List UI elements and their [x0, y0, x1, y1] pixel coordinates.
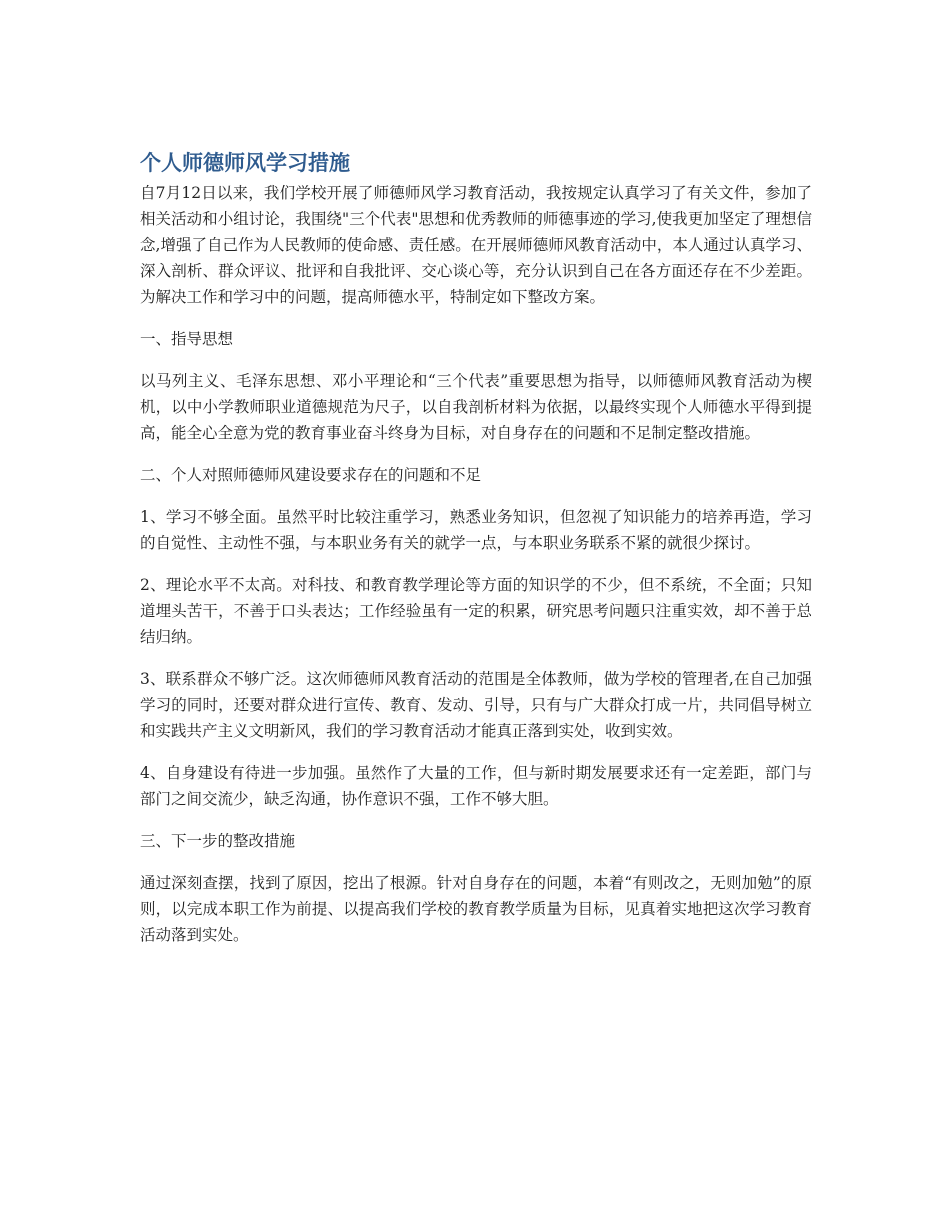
section-heading-measures: 三、下一步的整改措施: [140, 832, 296, 850]
document-title: 个人师德师风学习措施: [140, 151, 350, 175]
spacer: [140, 446, 812, 462]
spacer: [140, 650, 812, 666]
spacer: [140, 854, 812, 870]
spacer: [140, 744, 812, 760]
problem-item-1: 1、学习不够全面。虽然平时比较注重学习，熟悉业务知识，但忽视了知识能力的培养再造，学习的自觉性、主动性不强，与本职业务有关的就学一点，与本职业务联系不紧的就很少探讨。: [140, 508, 812, 552]
section-paragraph-guiding-thought: 以马列主义、毛泽东思想、邓小平理论和“三个代表”重要思想为指导，以师德师风教育活动为楔机，以中小学教师职业道德规范为尺子，以自我剖析材料为依据，以最终实现个人师德水平得到提高，能全心全意为党的教育事业奋斗终身为目标，对自身存在的问题和不足制定整改措施。: [140, 372, 812, 442]
section-heading-guiding-thought: 一、指导思想: [140, 330, 234, 348]
spacer: [140, 310, 812, 326]
document-page: [140, 148, 812, 948]
spacer: [140, 352, 812, 368]
spacer: [140, 812, 812, 828]
section-heading-problems: 二、个人对照师德师风建设要求存在的问题和不足: [140, 466, 482, 484]
problem-item-4: 4、自身建设有待进一步加强。虽然作了大量的工作，但与新时期发展要求还有一定差距，部门与部门之间交流少，缺乏沟通，协作意识不强，工作不够大胆。: [140, 764, 812, 808]
spacer: [140, 488, 812, 504]
spacer: [140, 556, 812, 572]
problem-item-2: 2、理论水平不太高。对科技、和教育教学理论等方面的知识学的不少，但不系统，不全面；只知道埋头苦干，不善于口头表达；工作经验虽有一定的积累，研究思考问题只注重实效，却不善于总结归纳。: [140, 576, 812, 646]
problem-item-3: 3、联系群众不够广泛。这次师德师风教育活动的范围是全体教师，做为学校的管理者,在自己加强学习的同时，还要对群众进行宣传、教育、发动、引导，只有与广大群众打成一片，共同倡导树立和实践共产主义文明新风，我们的学习教育活动才能真正落到实处，收到实效。: [140, 670, 812, 740]
section-paragraph-measures: 通过深刻查摆，找到了原因，挖出了根源。针对自身存在的问题，本着“有则改之，无则加勉”的原则，以完成本职工作为前提、以提高我们学校的教育教学质量为目标，见真着实地把这次学习教育活动落到实处。: [140, 874, 812, 944]
intro-paragraph: 自7月12日以来，我们学校开展了师德师风学习教育活动，我按规定认真学习了有关文件，参加了相关活动和小组讨论，我围绕"三个代表"思想和优秀教师的师德事迹的学习,使我更加坚定了理想信念,增强了自己作为人民教师的使命感、责任感。在开展师德师风教育活动中，本人通过认真学习、深入剖析、群众评议、批评和自我批评、交心谈心等，充分认识到自己在各方面还存在不少差距。为解决工作和学习中的问题，提高师德水平，特制定如下整改方案。: [140, 184, 812, 306]
